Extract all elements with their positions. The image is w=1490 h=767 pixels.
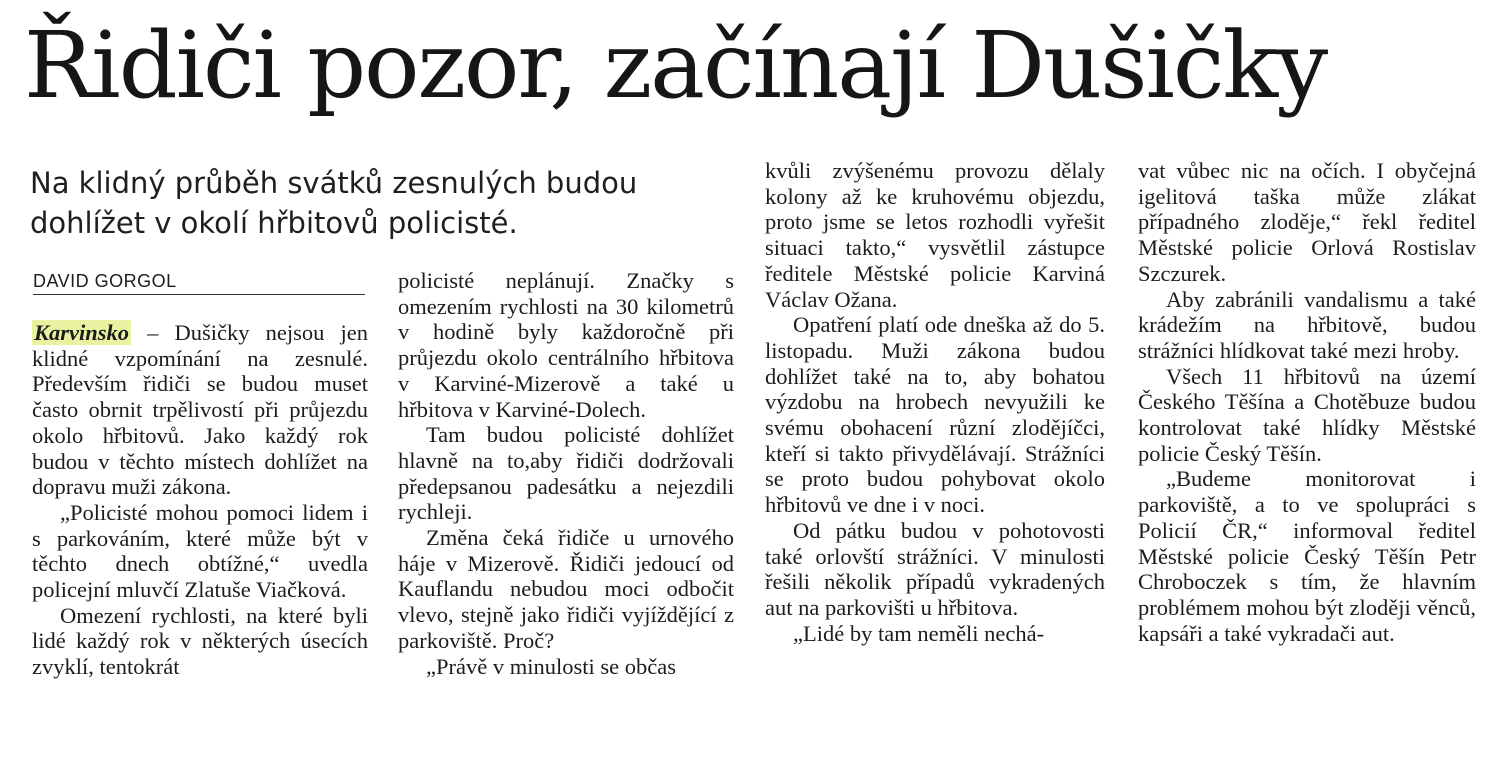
paragraph: Změna čeká řidiče u urnového háje v Mizerově. Řidiči jedoucí od Kauflandu nebudou moci odbočit vlevo, stejně jako řidiči vyjíždějící z parkoviště. Proč? <box>398 525 734 653</box>
paragraph: Opatření platí ode dneška až do 5. listopadu. Muži zákona budou dohlížet také na to, aby bohatou výzdobu na hrobech nevyužili ke svému obohacení různí zlodějíčci, kteří si takto přivydělávají. Strážníci se proto budou pohybovat okolo hřbitovů ve dne i v noci. <box>765 312 1105 518</box>
paragraph: policisté neplánují. Značky s omezením rychlosti na 30 kilometrů v hodině byly každoročně při průjezdu okolo centrálního hřbitova v Karviné-Mizerově a také u hřbitova v Karviné-Dolech. <box>398 268 734 422</box>
headline: Řidiči pozor, začínají Dušičky <box>24 12 1327 119</box>
paragraph: vat vůbec nic na očích. I obyčejná igelitová taška může zlákat případného zloděje,“ řekl ředitel Městské policie Orlová Rostislav Szczurek. <box>1138 158 1476 286</box>
paragraph: „Budeme monitorovat i parkoviště, a to ve spolupráci s Policií ČR,“ informoval ředitel Městské policie Český Těšín Petr Chroboczek s tím, že hlavním problémem mohou být zloději věnců, kapsáři a také vykradači aut. <box>1138 466 1476 646</box>
paragraph: Od pátku budou v pohotovosti také orlovští strážníci. V minulosti řešili několik případů vykradených aut na parkovišti u hřbitova. <box>765 517 1105 620</box>
paragraph: Všech 11 hřbitovů na území Českého Těšína a Chotěbuze budou kontrolovat také hlídky Městské policie Český Těšín. <box>1138 363 1476 466</box>
article-column-1 <box>32 320 368 680</box>
paragraph: „Právě v minulosti se občas <box>426 653 676 679</box>
paragraph: „Policisté mohou pomoci lidem i s parkováním, které může být v těchto dnech obtížné,“ uvedla policejní mluvčí Zlatuše Viačková. <box>32 499 368 603</box>
paragraph: „Lidé by tam neměli nechá- <box>793 620 1045 646</box>
article-column-3 <box>765 158 1105 646</box>
article-column-2 <box>398 268 734 679</box>
paragraph: Tam budou policisté dohlížet hlavně na to,aby řidiči dodržovali předepsanou padesátku a nejezdili rychleji. <box>398 422 734 525</box>
article-column-4 <box>1138 158 1476 646</box>
paragraph <box>32 320 368 500</box>
byline: DAVID GORGOL <box>33 271 365 295</box>
paragraph: Omezení rychlosti, na které byli lidé každý rok v některých úsecích zvyklí, tentokrát <box>32 602 368 680</box>
paragraph: Aby zabránili vandalismu a také krádežím na hřbitově, budou strážníci hlídkovat také mezi hroby. <box>1138 286 1476 363</box>
perex: Na klidný průběh svátků zesnulých budou dohlížet v okolí hřbitovů policisté. <box>30 166 638 240</box>
paragraph-text: – Dušičky nejsou jen klidné vzpomínání na zesnulé. Především řidiči se budou muset často obrnit trpělivostí při průjezdu okolo hřbitovů. Jako každý rok budou v těchto místech dohlížet na dopravu muži zákona. <box>32 320 368 500</box>
place-name: Karvinsko <box>34 320 130 345</box>
paragraph: kvůli zvýšenému provozu dělaly kolony až ke kruhovému objezdu, proto jsme se letos rozhodli vyřešit situaci takto,“ vysvětlil zástupce ředitele Městské policie Karviná Václav Ožana. <box>765 158 1105 312</box>
